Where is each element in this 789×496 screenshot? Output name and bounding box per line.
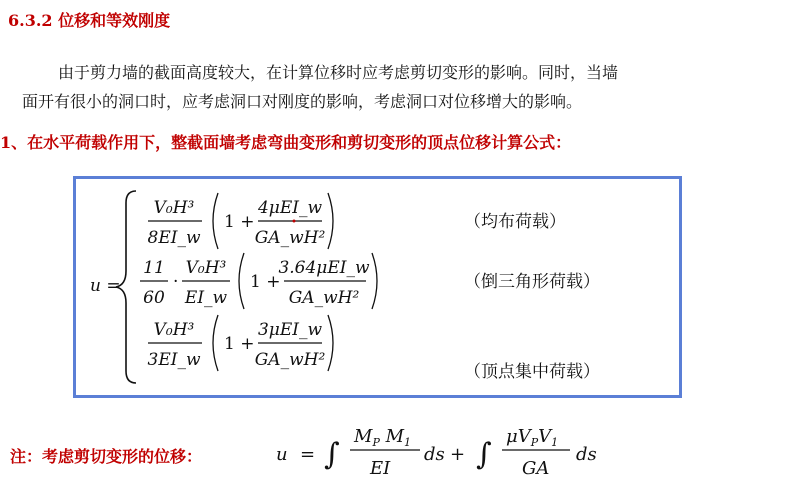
case2-pre-num: 11 — [143, 258, 165, 278]
paragraph-line-2: 面开有很小的洞口时，应考虑洞口对刚度的影响，考虑洞口对位移增大的影响。 — [22, 92, 583, 111]
case1-coef-den: 8EI_w — [147, 228, 201, 248]
note-formula — [270, 418, 640, 492]
case3-label: （顶点集中荷载） — [464, 362, 600, 382]
case3-coef-num: V₀H³ — [153, 320, 195, 340]
case-point-load — [148, 315, 601, 382]
note-equals: = — [300, 444, 316, 465]
piecewise-formula — [76, 179, 679, 395]
case2-one-plus: 1 + — [250, 272, 281, 292]
formula-box — [73, 176, 682, 398]
case-inverted-triangle-load — [140, 253, 600, 309]
section-title: 6.3.2 位移和等效刚度 — [8, 11, 171, 30]
case3-coef-den: 3EI_w — [147, 350, 201, 370]
note-num-2: $\mu V_PV_1$ — [506, 426, 559, 449]
integral-sign-1: ∫ — [324, 437, 340, 472]
note-den-1: EI — [370, 458, 391, 479]
note-den-2: GA — [522, 458, 550, 479]
note-num-1: $M_P$ $M_1$ — [354, 426, 411, 449]
intro-paragraph — [22, 58, 782, 116]
case2-label: （倒三角形荷载） — [464, 272, 600, 292]
case2-coef-den: EI_w — [184, 288, 228, 308]
note-ds-1: ds — [424, 444, 445, 465]
case3-inner-num: 3μEI_w — [257, 320, 323, 340]
case2-inner-den: GA_wH² — [288, 288, 360, 308]
case1-label: （均布荷载） — [464, 212, 566, 232]
case3-one-plus: 1 + — [224, 334, 255, 354]
formula-lhs: u = — [90, 276, 121, 296]
case1-coef-num: V₀H³ — [153, 198, 195, 218]
note-plus: + — [450, 444, 466, 465]
case2-pre-den: 60 — [143, 288, 165, 308]
formula-heading: 1、在水平荷载作用下，整截面墙考虑弯曲变形和剪切变形的顶点位移计算公式： — [0, 133, 572, 152]
note-ds-2: ds — [576, 444, 597, 465]
multiply-dot: · — [173, 272, 179, 292]
case2-coef-num: V₀H³ — [185, 258, 227, 278]
case1-inner-den: GA_wH² — [254, 228, 326, 248]
integral-sign-2: ∫ — [476, 437, 492, 472]
case1-inner-num: 4μEI_w — [257, 198, 323, 218]
case1-one-plus: 1 + — [224, 212, 255, 232]
case2-inner-num: 3.64μEI_w — [278, 258, 370, 278]
note-label: 注：考虑剪切变形的位移： — [10, 447, 203, 466]
case3-inner-den: GA_wH² — [254, 350, 326, 370]
paragraph-line-1: 由于剪力墙的截面高度较大，在计算位移时应考虑剪切变形的影响。同时，当墙 — [58, 63, 619, 82]
case-uniform-load — [148, 193, 567, 249]
note-u: u — [276, 444, 288, 465]
